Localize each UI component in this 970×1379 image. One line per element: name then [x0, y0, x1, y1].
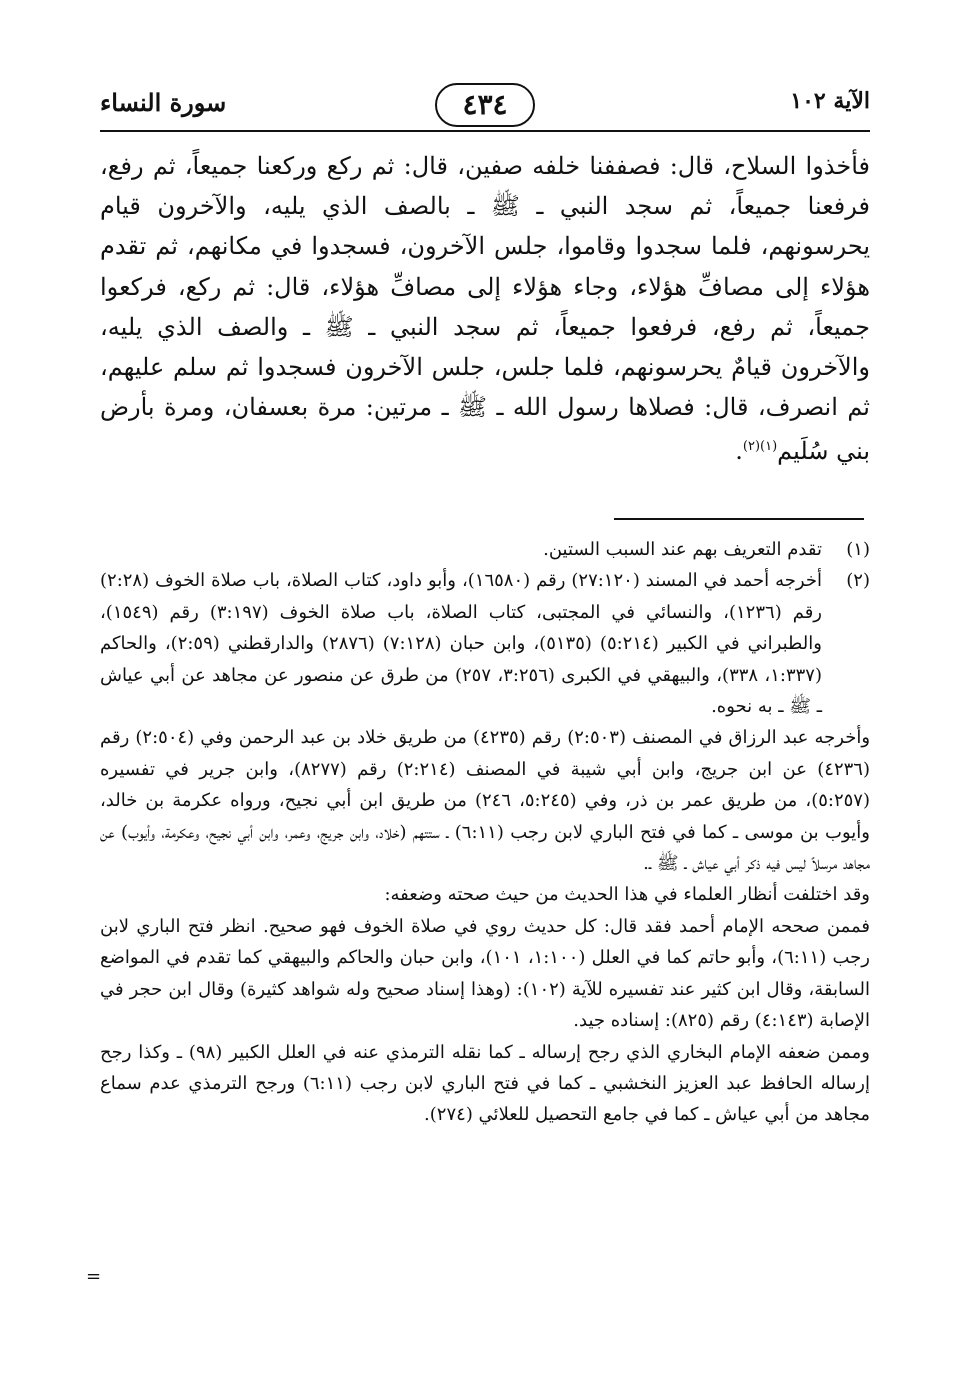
footnote-paragraph: وممن ضعفه الإمام البخاري الذي رجح إرساله ـ كما نقله الترمذي عنه في العلل الكبير (٩٨) ـ وكذا رجح إرساله الحافظ عبد العزيز النخشبي ـ كما في فتح الباري لابن رجب (٦:١١) ورجح الترمذي عدم سماع مجاهد من أبي عياش ـ كما في جامع التحصيل للعلائي (٢٧٤). — [100, 1041, 870, 1126]
footnote-text: أخرجه أحمد في المسند (٢٧:١٢٠) رقم (١٦٥٨٠)، وأبو داود، كتاب الصلاة، باب صلاة الخوف (٢:٢٨) رقم (١٢٣٦)، والنسائي في المجتبى، كتاب الصلاة، باب صلاة الخوف (٣:١٩٧) رقم (١٥٤٩)، والطبراني في الكبير (٥:٢١٤) (٥١٣٥)، وابن حبان (٧:١٢٨) (٢٨٧٦) والدارقطني (٢:٥٩)، والحاكم (١:٣٣٧، ٣٣٨)، والبيهقي في الكبرى (٣:٢٥٦، ٢٥٧) من طرق عن منصور عن مجاهد عن أبي عياش ـ ﷺ ـ به نحوه. — [100, 570, 823, 718]
footnote-paragraph: وأخرجه عبد الرزاق في المصنف (٢:٥٠٣) رقم (٤٢٣٥) من طريق خلاد بن عبد الرحمن وفي (٢:٥٠٤) رقم (٤٢٣٦) عن ابن جريج، وابن أبي شيبة في المصنف (٢:٢١٤) رقم (٨٢٧٧)، وابن جرير في تفسيره (٥:٢٥٧)، من طريق عمر بن ذر، وفي (٥:٢٤٥، ٢٤٦) من طريق ابن أبي نجيح، ورواه عكرمة بن خالد، وأيوب بن موسى ـ كما في فتح الباري لابن رجب (٦:١١) ـ ستتهم (خلاد، وابن جريج، وعمر، وابن أبي نجيح، وعكرمة، وأيوب) عن مجاهد مرسلاً ليس فيه ذكر أبي عياش ـ ﷺ ـ. — [100, 727, 871, 875]
footnote-reference: (١)(٢) — [742, 439, 778, 455]
footnote-number: (٢) — [846, 570, 870, 592]
main-paragraph-text: فأخذوا السلاح، قال: فصففنا خلفه صفين، قال: ثم ركع وركعنا جميعاً، ثم رفع، فرفعنا جميعاً، ثم سجد النبي ـ ﷺ ـ بالصف الذي يليه، والآخرون قيام يحرسونهم، فلما سجدوا وقاموا، جلس الآخرون، فسجدوا في مكانهم، ثم تقدم هؤلاء إلى مصافِّ هؤلاء، وجاء هؤلاء إلى مصافِّ هؤلاء، قال: ثم ركع، فركعوا جميعاً، ثم رفع، فرفعوا جميعاً، ثم سجد النبي ـ ﷺ ـ والصف الذي يليه، والآخرون قيامٌ يحرسونهم، فلما جلس، جلس الآخرون فسجدوا ثم سلم عليهم، ثم انصرف، قال: فصلاها رسول الله ـ ﷺ ـ مرتين: مرة بعسفان، ومرة بأرض بني سُلَيم — [100, 152, 870, 466]
continuation-mark: = — [86, 1266, 102, 1287]
footnote-separator — [614, 518, 864, 520]
main-paragraph — [100, 146, 870, 472]
footnote-paragraph: وقد اختلفت أنظار العلماء في هذا الحديث من حيث صحته وضعفه: — [384, 884, 870, 906]
header-divider — [100, 130, 870, 132]
footnotes — [100, 534, 870, 1131]
footnote-number: (١) — [846, 539, 870, 560]
footnote-paragraph: فممن صححه الإمام أحمد فقد قال: كل حديث روي في صلاة الخوف فهو صحيح. انظر فتح الباري لابن رجب (٦:١١)، وأبو حاتم كما في العلل (١:١٠٠، ١٠١)، وابن حبان والحاكم والبيهقي كما تقدم في المواضع السابقة، وقال ابن كثير عند تفسيره للآية (١٠٢): (وهذا إسناد صحيح وله شواهد كثيرة) وقال ابن حجر في الإصابة (٤:١٤٣) رقم (٨٢٥): إسناده جيد. — [100, 915, 870, 1032]
footnote-text: تقدم التعريف بهم عند السبب الستين. — [543, 539, 822, 560]
main-paragraph-end: . — [735, 437, 743, 466]
footnote-2 — [100, 565, 870, 722]
verse-label: الآية ١٠٢ — [790, 88, 870, 114]
footnote-1 — [100, 534, 870, 565]
surah-title: سورة النساء — [100, 88, 227, 117]
page-number: ٤٣٤ — [435, 83, 535, 127]
main-text — [100, 146, 870, 472]
